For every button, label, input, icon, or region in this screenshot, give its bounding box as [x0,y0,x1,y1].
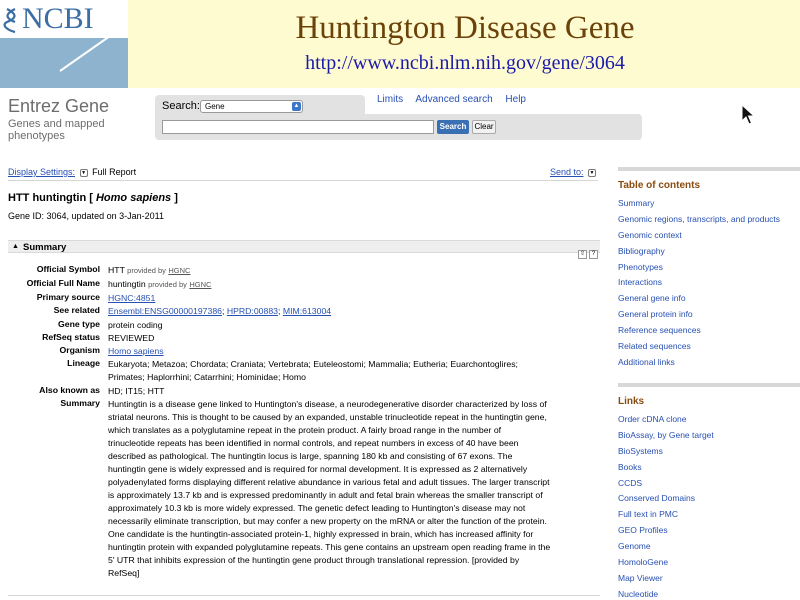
display-settings [8,167,136,177]
links-heading: Links [618,396,645,407]
ncbi-logo [0,0,128,88]
summary-line: Huntingtin is a disease gene linked to Huntington's disease, a neurodegenerative disorder characterized by loss of [108,399,547,409]
summary-line: trinucleotide repeats has been identified in normal controls, and repeat numbers in excess of 40 have been [108,438,519,448]
gene-title-suffix: ] [174,192,178,204]
toc-item-genomic-context[interactable]: Genomic context [618,229,682,240]
right-sidebar [610,167,800,600]
summary-line: striatal neurons. This is thought to be caused by an expanded, unstable trinucleotide repeat in the huntingtin gene, [108,412,547,422]
toc-heading: Table of contents [618,180,701,191]
dropdown-arrow-icon[interactable]: ▼ [81,169,87,176]
display-settings-link[interactable]: Display Settings: [8,167,76,177]
link-item-map-viewer[interactable]: Map Viewer [618,572,663,583]
primary-source-link[interactable]: HGNC:4851 [108,293,156,303]
summary-section-header[interactable] [8,240,600,257]
hgnc-link[interactable]: HGNC [189,280,212,289]
help-link[interactable]: Help [505,94,526,105]
gene-species: Homo sapiens [95,192,172,204]
provided-by-text: provided by [127,266,166,275]
field-label: Official Symbol [36,264,100,274]
sidebar-divider [618,383,800,387]
ensembl-link[interactable]: Ensembl:ENSG00000197386 [108,306,222,316]
clear-button[interactable]: Clear [472,120,496,134]
hprd-link[interactable]: HPRD:00883 [226,306,279,316]
field-label: Primary source [36,292,100,302]
summary-text [108,398,600,580]
link-item-bioassay[interactable]: BioAssay, by Gene target [618,429,714,440]
toc-item-bibliography[interactable]: Bibliography [618,245,665,256]
header-links [377,94,536,105]
entrez-title: Entrez Gene [8,96,110,116]
gene-title-prefix: HTT huntingtin [ [8,192,93,204]
database-select[interactable] [200,100,303,113]
field-label: Lineage [67,358,100,368]
dna-helix-icon [3,6,21,34]
official-symbol-value: HTT [108,265,125,275]
field-label: Also known as [39,385,100,395]
link-item-nucleotide[interactable]: Nucleotide [618,588,659,599]
link-item-books[interactable]: Books [618,461,642,472]
toc-list [618,197,780,372]
link-item-ccds[interactable]: CCDS [618,477,643,488]
search-button[interactable]: Search [437,120,469,134]
send-to-arrow-icon[interactable]: ▼ [589,169,595,176]
links-list [618,413,714,600]
field-label: Official Full Name [26,278,100,288]
ncbi-logo-text: NCBI [22,2,94,35]
help-icon[interactable]: ? [589,250,598,259]
toc-item-genomic-regions[interactable]: Genomic regions, transcripts, and products [618,213,781,224]
select-arrows-icon: ▲ [293,103,300,109]
field-label: Gene type [57,319,100,329]
summary-line: One candidate is the huntingtin-associated protein-1, highly expressed in brain, which has increased affinity for [108,529,534,539]
divider [8,595,600,596]
lineage-line: Primates; Haplorrhini; Catarrhini; Hominidae; Homo [108,372,306,382]
database-select-value: Gene [205,102,225,111]
display-mode: Full Report [92,167,137,177]
entrez-subtitle: Genes and mapped phenotypes [8,118,105,142]
summary-line: approximately 10.3 kb is more widely expressed. The genetic defect leading to Huntington's disease may not [108,503,526,513]
slide-url: http://www.ncbi.nlm.nih.gov/gene/3064 [305,52,625,74]
field-label: See related [53,305,100,315]
slide-title: Huntington Disease Gene [295,10,635,46]
toc-item-general-protein-info[interactable]: General protein info [618,309,693,320]
toc-item-phenotypes[interactable]: Phenotypes [618,261,663,272]
summary-line: polyadenylated forms displaying different relative abundance in various fetal and adult tissues. The larger transcript [108,477,550,487]
send-to-link[interactable]: Send to: [549,167,584,177]
link-item-conserved-domains[interactable]: Conserved Domains [618,493,696,504]
summary-line: necessarily eliminate transcription, but may confer a new property on the mRNA or alter the function of the protein. [108,516,547,526]
divider [8,180,598,181]
summary-line: huntingtin gene is widely expressed and is required for normal development. It is expressed as 2 alternatively [108,464,528,474]
gene-type-value: protein coding [108,320,163,330]
toc-item-interactions[interactable]: Interactions [618,277,662,288]
summary-line: RefSeq] [108,568,140,578]
toc-item-reference-sequences[interactable]: Reference sequences [618,325,701,336]
advanced-search-link[interactable]: Advanced search [415,94,493,105]
refseq-status-value: REVIEWED [108,333,155,343]
field-label: RefSeq status [42,332,100,342]
mim-link[interactable]: MIM:613004 [282,306,332,316]
sidebar-divider [618,167,800,171]
summary-heading: Summary [23,242,67,253]
limits-link[interactable]: Limits [377,94,404,105]
toc-item-related-sequences[interactable]: Related sequences [618,341,691,352]
mouse-cursor-icon [741,104,755,126]
summary-line: which translates as a polyglutamine repeat in the protein product. A fairly broad range in the number of [108,425,502,435]
toc-item-additional-links[interactable]: Additional links [618,356,675,367]
link-item-genome[interactable]: Genome [618,541,651,552]
presentation-banner [0,0,800,88]
link-item-pmc[interactable]: Full text in PMC [618,509,678,520]
summary-line: huntingtin protein with expanded polyglutamine repeats. This gene contains an upstream open reading frame in the [108,542,551,552]
gene-id-line: Gene ID: 3064, updated on 3-Jan-2011 [8,211,164,221]
official-full-name-value: huntingtin [108,279,146,289]
collapse-triangle-icon[interactable]: ▲ [12,243,19,250]
summary-line: 5' UTR that inhibits expression of the huntingtin gene product through translational repression. [provided by [108,555,520,565]
also-known-as-value: HD; IT15; HTT [108,386,165,396]
link-item-order-cdna[interactable]: Order cDNA clone [618,414,687,424]
organism-link[interactable]: Homo sapiens [108,346,164,356]
send-to [550,167,598,177]
field-label: Organism [59,345,100,355]
gene-title [8,192,178,204]
search-label: Search: [162,100,200,112]
summary-line: described as pathological. The huntingtin locus is large, spanning 180 kb and consisting of 67 exons. The [108,451,513,461]
toc-item-general-gene-info[interactable]: General gene info [618,293,686,304]
hgnc-link[interactable]: HGNC [168,266,191,275]
provided-by-text: provided by [148,280,187,289]
move-up-icon[interactable]: ⇧ [579,251,586,257]
search-input[interactable] [162,120,434,134]
lineage-line: Eukaryota; Metazoa; Chordata; Craniata; Vertebrata; Euteleostomi; Mammalia; Eutheria; Euarchontoglires; [108,359,518,369]
toc-item-summary[interactable]: Summary [618,198,655,208]
link-item-biosystems[interactable]: BioSystems [618,445,663,456]
field-label: Summary [60,398,100,408]
link-item-homologene[interactable]: HomoloGene [618,557,669,568]
link-item-geo-profiles[interactable]: GEO Profiles [618,525,668,536]
summary-line: is approximately 13.7 kb and is expressed predominantly in adult and fetal brain whereas the smaller transcript of [108,490,543,500]
